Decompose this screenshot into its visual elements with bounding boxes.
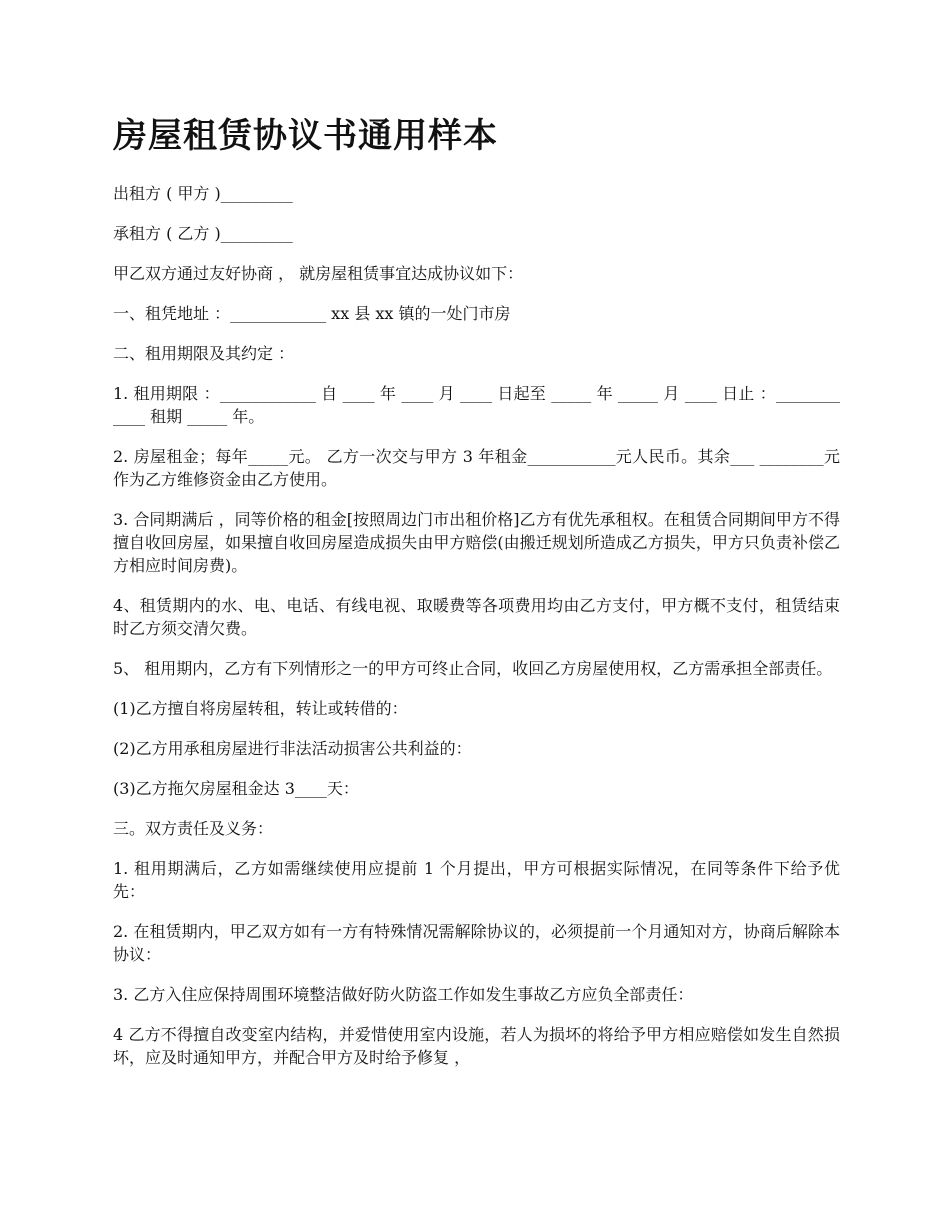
paragraph-duty-renewal: 1. 租用期满后，乙方如需继续使用应提前 1 个月提出，甲方可根据实际情况，在同等条件下给予优先： bbox=[113, 859, 840, 901]
document-page bbox=[113, 112, 840, 1086]
paragraph-rent: 2. 房屋租金；每年_____元。 乙方一次交与甲方 3 年租金___________元人民币。其余___ ________元作为乙方维修资金由乙方使用。 bbox=[113, 447, 840, 489]
list-item-arrears: (3)乙方拖欠房屋租金达 3____天： bbox=[113, 779, 359, 798]
document-title: 房屋租赁协议书通用样本 bbox=[113, 116, 498, 156]
section-heading-duties: 三。双方责任及义务： bbox=[113, 819, 274, 838]
paragraph-duty-structure: 4 乙方不得擅自改变室内结构，并爱惜使用室内设施，若人为损坏的将给予甲方相应赔偿如发生自然损坏，应及时通知甲方，并配合甲方及时给予修复 ， bbox=[113, 1025, 840, 1067]
paragraph-renewal: 3. 合同期满后 ，同等价格的租金[按照周边门市出租价格]乙方有优先承租权。在租赁合同期间甲方不得擅自收回房屋，如果擅自收回房屋造成损失由甲方赔偿(由搬迁规划所造成乙方损失，甲方只负责补偿乙方相应时间房费)。 bbox=[113, 510, 840, 575]
list-item-illegal-use: (2)乙方用承租房屋进行非法活动损害公共利益的： bbox=[113, 739, 472, 758]
paragraph-duty-safety: 3. 乙方入住应保持周围环境整洁做好防火防盗工作如发生事故乙方应负全部责任： bbox=[113, 985, 694, 1004]
paragraph-termination: 5、 租用期内，乙方有下列情形之一的甲方可终止合同，收回乙方房屋使用权，乙方需承担全部责任。 bbox=[113, 659, 833, 678]
paragraph-duty-cancel: 2. 在租赁期内，甲乙双方如有一方有特殊情况需解除协议的，必须提前一个月通知对方，协商后解除本协议： bbox=[113, 922, 840, 964]
paragraph-term: 1. 租用期限 ：____________ 自 ____ 年 ____ 月 ____ 日起至 _____ 年 _____ 月 ____ 日止 ：____________ 租期 _____ 年。 bbox=[113, 384, 840, 426]
paragraph-intro: 甲乙双方通过友好协商 ， 就房屋租赁事宜达成协议如下： bbox=[113, 264, 524, 283]
list-item-sublet: (1)乙方擅自将房屋转租，转让或转借的： bbox=[113, 699, 408, 718]
paragraph-lessor: 出租方 ( 甲方 )_________ bbox=[113, 184, 293, 203]
paragraph-lessee: 承租方 ( 乙方 )_________ bbox=[113, 224, 293, 243]
section-heading-term: 二、租用期限及其约定 ： bbox=[113, 344, 295, 363]
paragraph-utilities: 4、租赁期内的水、电、电话、有线电视、取暖费等各项费用均由乙方支付，甲方概不支付，租赁结束时乙方须交清欠费。 bbox=[113, 596, 840, 638]
paragraph-address: 一、租凭地址 ：____________ xx 县 xx 镇的一处门市房 bbox=[113, 304, 511, 323]
